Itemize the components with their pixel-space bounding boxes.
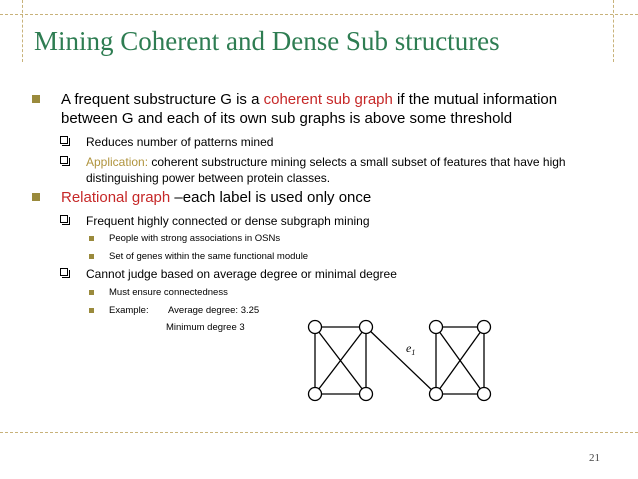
- hollow-box-bullet-icon: [60, 215, 68, 223]
- application-text: coherent substructure mining selects a small subset of features that have high distinguishing power between protein classes.: [86, 155, 566, 185]
- edge-label-e1: $e_1$: [406, 341, 416, 357]
- sub-sub-bullet-text: People with strong associations in OSNs: [109, 233, 281, 244]
- text-post: if the mutual information between G and each of its own sub graphs is above some threshold: [61, 91, 558, 127]
- example-minimum-degree: Minimum degree 3: [166, 322, 245, 333]
- small-square-bullet-icon: [89, 254, 94, 259]
- graph-node: [478, 321, 491, 334]
- text-post: –each label is used only once: [170, 189, 372, 206]
- graph-node: [309, 321, 322, 334]
- graph-node: [360, 321, 373, 334]
- graph-node: [430, 321, 443, 334]
- sub-sub-bullet-genes: [89, 251, 389, 263]
- right-k4-edges: [436, 327, 484, 394]
- bridge-edge-e1: [366, 327, 436, 394]
- left-rule: [22, 0, 23, 62]
- dense-subgraph-figure: [295, 310, 495, 402]
- sub-bullet-dense-subgraph: [60, 213, 605, 229]
- sub-bullet-text: Frequent highly connected or dense subgraph mining: [86, 214, 370, 228]
- top-rule: [0, 14, 638, 15]
- graph-node: [360, 388, 373, 401]
- text-pre: A frequent substructure G is a: [61, 91, 264, 108]
- left-k4-edges: [315, 327, 366, 394]
- hollow-box-bullet-icon: [60, 136, 68, 144]
- bullet-relational-graph: [32, 188, 607, 207]
- small-square-bullet-icon: [89, 236, 94, 241]
- example-average-degree: Average degree: 3.25: [168, 305, 260, 316]
- sub-sub-bullet-text: Must ensure connectedness: [109, 287, 228, 298]
- sub-bullet-cannot-judge: [60, 266, 605, 282]
- hollow-box-bullet-icon: [60, 268, 68, 276]
- example-label: Example:: [109, 305, 149, 316]
- hollow-box-bullet-icon: [60, 156, 68, 164]
- small-square-bullet-icon: [89, 308, 94, 313]
- sub-sub-bullet-text: Set of genes within the same functional module: [109, 251, 309, 262]
- sub-bullet-text: [86, 154, 605, 186]
- page-number: 21: [589, 452, 600, 464]
- sub-bullet-text: Cannot judge based on average degree or minimal degree: [86, 267, 397, 281]
- sub-sub-bullet-connectedness: [89, 287, 389, 299]
- bullet-text: [61, 188, 607, 207]
- sub-bullet-text: Reduces number of patterns mined: [86, 135, 274, 149]
- graph-node: [478, 388, 491, 401]
- application-label: Application:: [86, 155, 149, 169]
- slide-title: Mining Coherent and Dense Sub structures: [34, 26, 500, 56]
- sub-bullet-application: [60, 154, 605, 186]
- sub-bullet-reduces-patterns: [60, 134, 605, 150]
- square-bullet-icon: [32, 193, 40, 201]
- bottom-rule: [0, 432, 638, 433]
- sub-sub-bullet-osn: [89, 233, 389, 245]
- highlight-relational-graph: Relational graph: [61, 189, 171, 206]
- square-bullet-icon: [32, 95, 40, 103]
- highlight-coherent-sub-graph: coherent sub graph: [263, 91, 393, 108]
- small-square-bullet-icon: [89, 290, 94, 295]
- graph-node: [430, 388, 443, 401]
- bullet-coherent-subgraph: [32, 90, 607, 128]
- graph-node: [309, 388, 322, 401]
- bullet-text: [61, 90, 607, 128]
- right-rule: [613, 0, 614, 62]
